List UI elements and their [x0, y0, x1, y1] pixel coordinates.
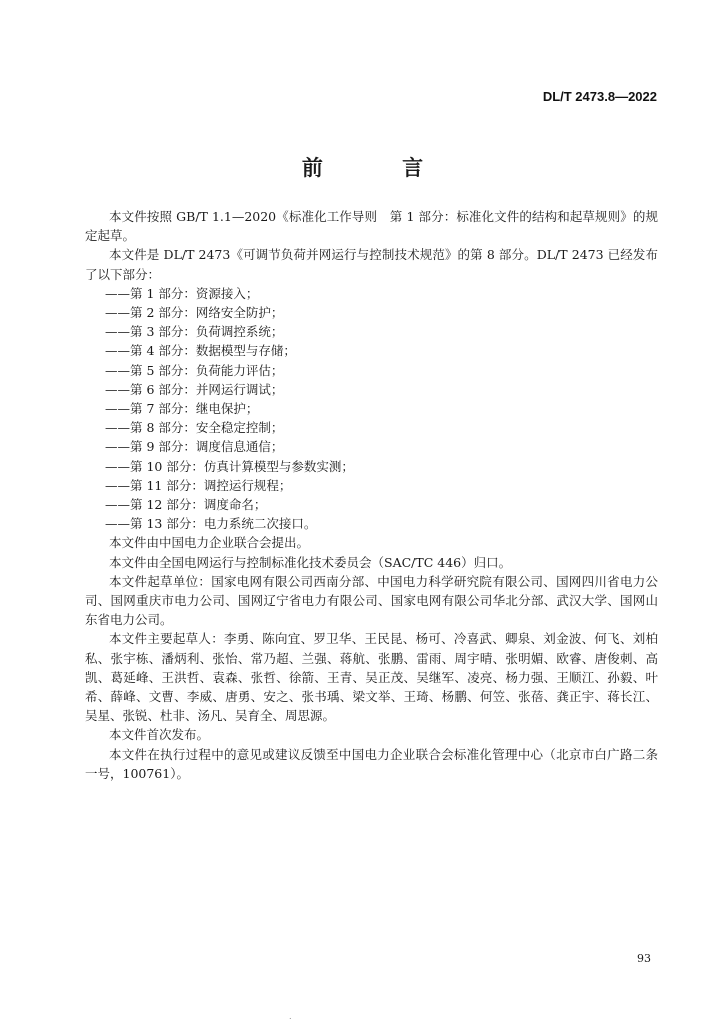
proposer-paragraph: 本文件由中国电力企业联合会提出。: [109, 535, 310, 551]
list-item: ——第 9 部分：调度信息通信；: [105, 439, 284, 455]
list-item: ——第 4 部分：数据模型与存储；: [105, 343, 296, 359]
document-code: DL/T 2473.8—2022: [542, 89, 657, 104]
list-item: ——第 6 部分：并网运行调试；: [105, 381, 284, 397]
page-title: 前 言: [301, 156, 460, 180]
list-item: ——第 11 部分：调控运行规程；: [105, 477, 292, 493]
list-item: ——第 10 部分：仿真计算模型与参数实测；: [105, 458, 354, 474]
parts-list: [85, 284, 658, 534]
list-item: ——第 2 部分：网络安全防护；: [105, 305, 284, 321]
page-number: 93: [637, 952, 651, 965]
list-item: ——第 12 部分：调度命名；: [105, 497, 267, 513]
drafting-units-paragraph: 本文件起草单位：国家电网有限公司西南分部、中国电力科学研究院有限公司、国网四川省电力公司、国网重庆市电力公司、国网辽宁省电力有限公司、国家电网有限公司华北分部、武汉大学、国网山东省电力公司。: [85, 573, 658, 628]
intro-paragraph: 本文件按照 GB/T 1.1—2020《标准化工作导则 第 1 部分：标准化文件的结构和起草规则》的规定起草。: [85, 209, 658, 244]
list-item: ——第 8 部分：安全稳定控制；: [105, 420, 284, 436]
intro-paragraph: 本文件是 DL/T 2473《可调节负荷并网运行与控制技术规范》的第 8 部分。DL/T 2473 已经发布了以下部分：: [85, 247, 658, 282]
drafters-paragraph: 本文件主要起草人：李勇、陈向宜、罗卫华、王民昆、杨可、冷喜武、卿泉、刘金波、何飞、刘柏私、张宇栋、潘炳利、张怡、常乃超、兰强、蒋航、张鹏、雷雨、周宇晴、张明媚、欧睿、唐俊刺、高凯、葛延峰、王洪哲、袁森、张哲、徐箭、王青、吴正茂、吴继军、凌亮、杨力强、王顺江、孙毅、叶希、薛峰、文曹、李威、唐勇、安之、张书瑀、梁文举、王琦、杨鹏、何笠、张蓓、龚正宇、蒋长江、吴星、张锐、杜非、汤凡、吴育全、周思源。: [85, 631, 658, 724]
list-item: ——第 3 部分：负荷调控系统；: [105, 324, 284, 340]
committee-paragraph: 本文件由全国电网运行与控制标准化技术委员会（SAC/TC 446）归口。: [109, 554, 512, 570]
first-release-paragraph: 本文件首次发布。: [109, 727, 210, 743]
list-item: ——第 5 部分：负荷能力评估；: [105, 362, 284, 378]
list-item: ——第 13 部分：电力系统二次接口。: [105, 516, 317, 532]
scan-mark: .: [289, 1012, 292, 1021]
feedback-paragraph: 本文件在执行过程中的意见或建议反馈至中国电力企业联合会标准化管理中心（北京市白广路二条一号，100761）。: [85, 746, 658, 781]
list-item: ——第 7 部分：继电保护；: [105, 401, 259, 417]
foreword-body: [85, 207, 658, 783]
list-item: ——第 1 部分：资源接入；: [105, 285, 259, 301]
